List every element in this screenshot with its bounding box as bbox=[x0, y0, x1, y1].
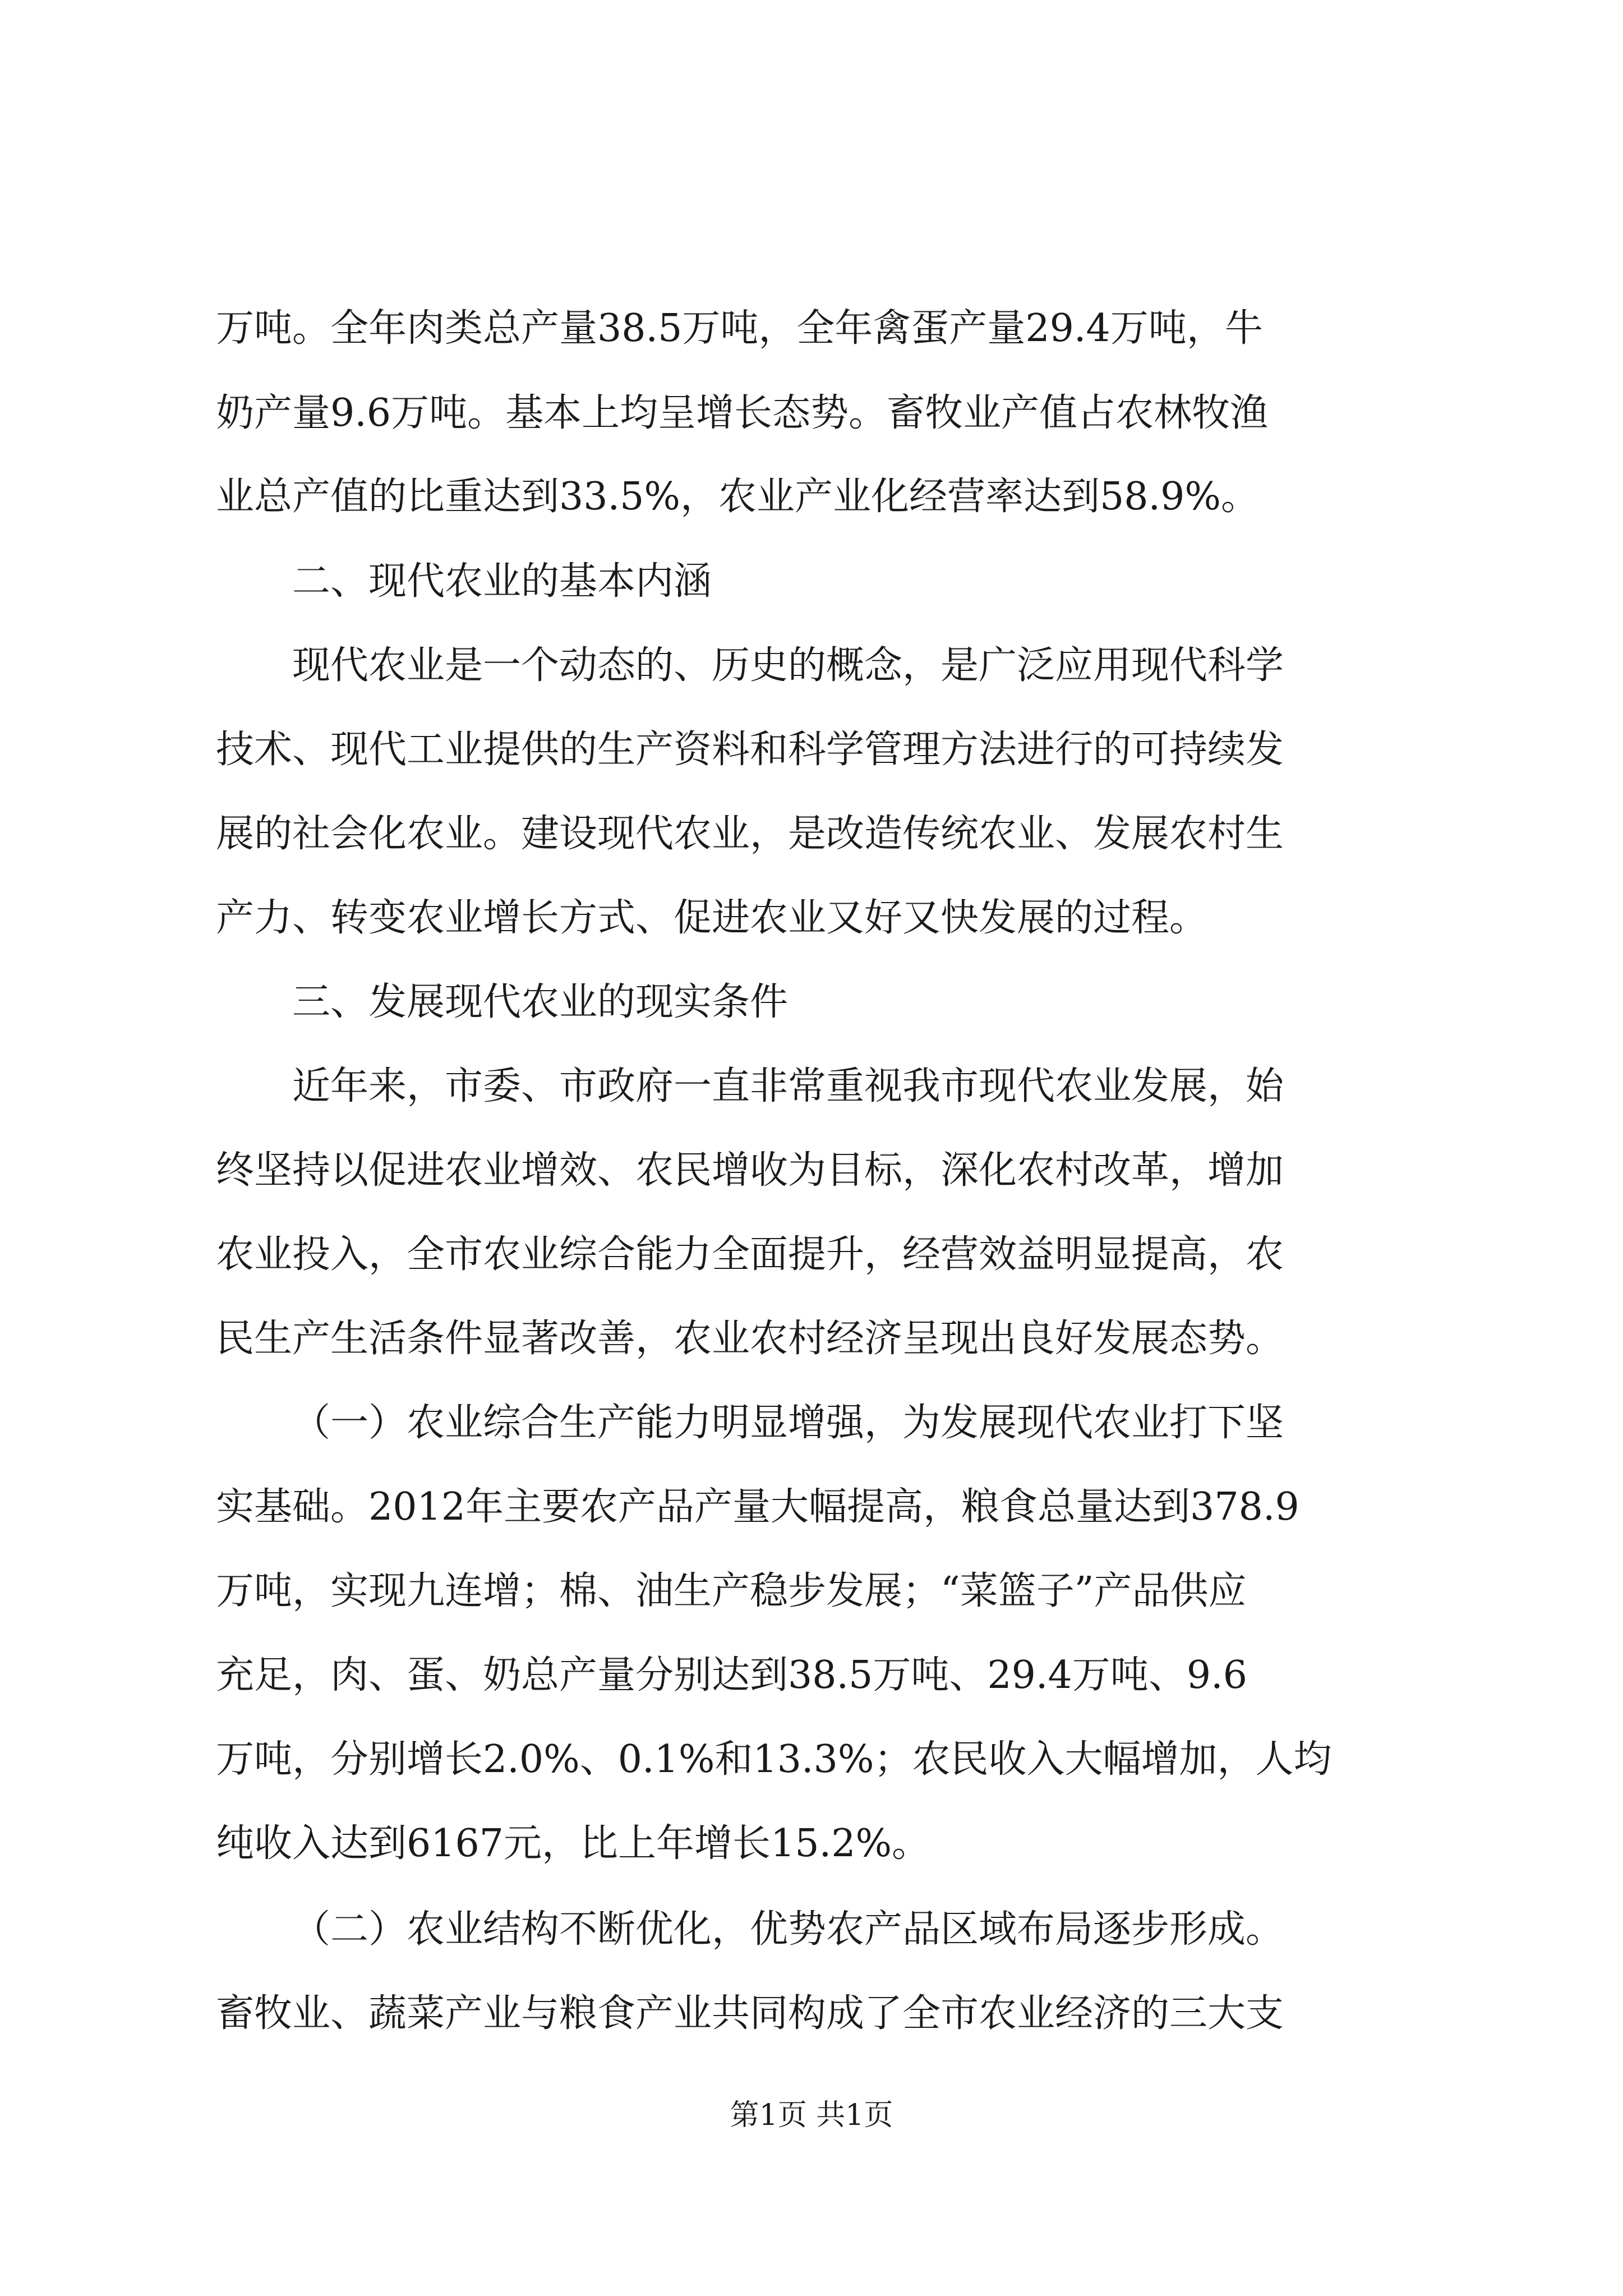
body-text-line: 万吨，实现九连增；棉、油生产稳步发展；“菜篮子”产品供应 bbox=[216, 1569, 1247, 1613]
body-text-line: 业总产值的比重达到33.5%，农业产业化经营率达到58.9%。 bbox=[216, 475, 1260, 519]
body-text-line: 展的社会化农业。建设现代农业，是改造传统农业、发展农村生 bbox=[216, 812, 1284, 856]
body-text-line: 现代农业是一个动态的、历史的概念，是广泛应用现代科学 bbox=[292, 643, 1284, 688]
body-text-line: 技术、现代工业提供的生产资料和科学管理方法进行的可持续发 bbox=[216, 728, 1284, 772]
body-text-line: 畜牧业、蔬菜产业与粮食产业共同构成了全市农业经济的三大支 bbox=[216, 1991, 1284, 2036]
section-heading: 三、发展现代农业的现实条件 bbox=[292, 980, 789, 1024]
body-text-line: 纯收入达到6167元，比上年增长15.2%。 bbox=[216, 1821, 930, 1866]
subsection-heading-line: （二）农业结构不断优化，优势农产品区域布局逐步形成。 bbox=[292, 1907, 1284, 1952]
body-text-line: 农业投入，全市农业综合能力全面提升，经营效益明显提高，农 bbox=[216, 1232, 1284, 1277]
body-text-line: 奶产量9.6万吨。基本上均呈增长态势。畜牧业产值占农林牧渔 bbox=[216, 391, 1269, 435]
page-number-footer: 第1页 共1页 bbox=[730, 2099, 893, 2132]
body-text-line: 万吨。全年肉类总产量38.5万吨，全年禽蛋产量29.4万吨，牛 bbox=[216, 306, 1263, 351]
section-heading: 二、现代农业的基本内涵 bbox=[292, 559, 712, 604]
subsection-heading-line: （一）农业综合生产能力明显增强，为发展现代农业打下坚 bbox=[292, 1401, 1284, 1445]
body-text-line: 近年来，市委、市政府一直非常重视我市现代农业发展，始 bbox=[292, 1064, 1284, 1108]
body-text-line: 产力、转变农业增长方式、促进农业又好又快发展的过程。 bbox=[216, 896, 1208, 940]
body-text-line: 实基础。2012年主要农产品产量大幅提高，粮食总量达到378.9 bbox=[216, 1485, 1299, 1529]
body-text-line: 万吨，分别增长2.0%、0.1%和13.3%；农民收入大幅增加，人均 bbox=[216, 1737, 1332, 1782]
body-text-line: 充足，肉、蛋、奶总产量分别达到38.5万吨、29.4万吨、9.6 bbox=[216, 1653, 1247, 1697]
body-text-line: 终坚持以促进农业增效、农民增收为目标，深化农村改革，增加 bbox=[216, 1148, 1284, 1193]
body-text-line: 民生产生活条件显著改善，农业农村经济呈现出良好发展态势。 bbox=[216, 1317, 1284, 1361]
